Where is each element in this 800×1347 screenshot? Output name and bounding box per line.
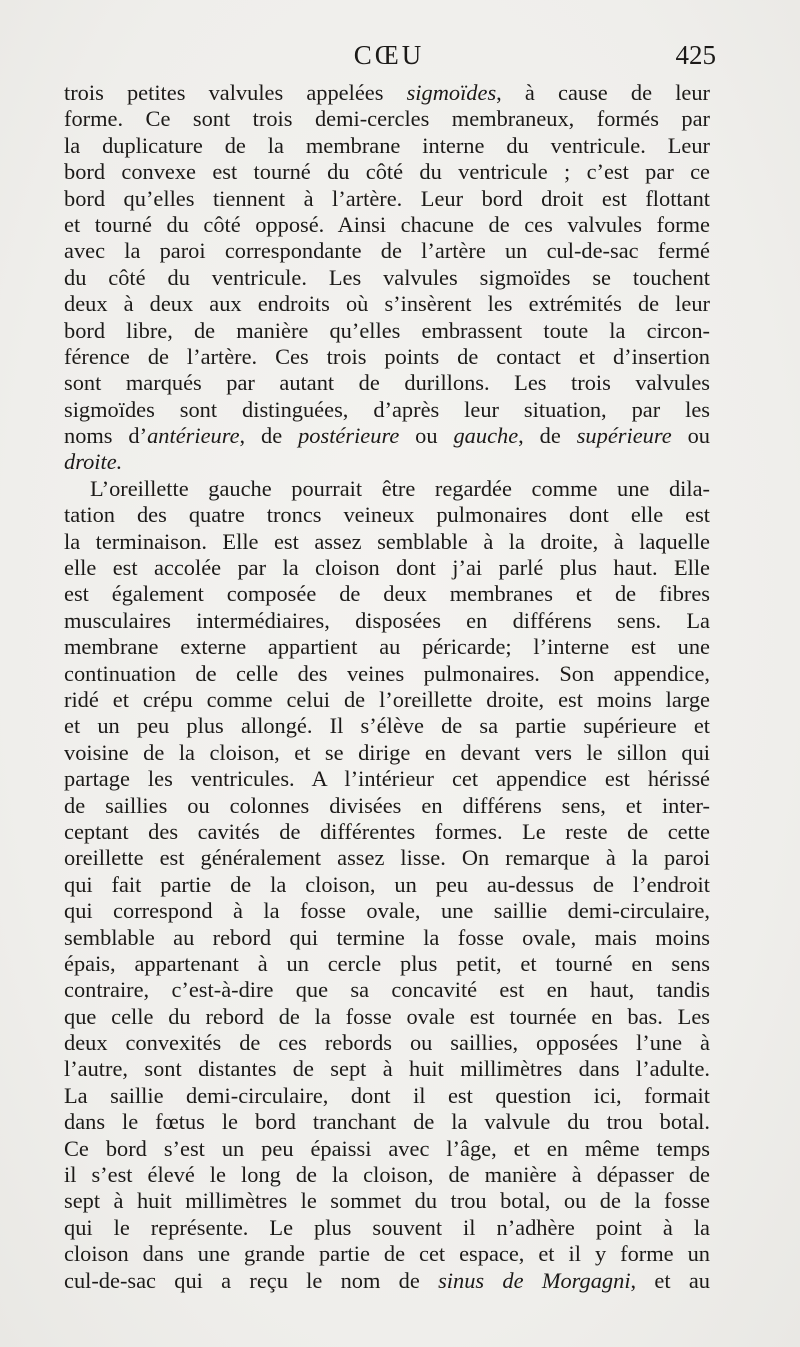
text-run: ou (671, 423, 710, 449)
text-run: elle est accolée par la cloison dont j’ai parlé plus haut. Elle (64, 555, 710, 581)
text-line (64, 186, 710, 212)
text-run: , et au (630, 1267, 710, 1293)
text-run: férence de l’artère. Ces trois points de contact et d’insertion (64, 343, 710, 369)
italic-run: sigmoïdes (406, 80, 497, 105)
text-run: bord convexe est tourné du côté du ventricule ; c’est par ce (64, 159, 710, 185)
text-line (64, 291, 710, 317)
text-run: bord qu’elles tiennent à l’artère. Leur bord droit est flottant (64, 185, 710, 211)
italic-run: sinus de Morgagni (438, 1267, 631, 1293)
text-run: continuation de celle des veines pulmonaires. Son appendice, (64, 660, 710, 686)
italic-run: supérieure (576, 423, 672, 449)
text-run: sept à huit millimètres le sommet du trou botal, ou de la fosse (64, 1188, 710, 1214)
text-run: est également composée de deux membranes et de fibres (64, 581, 710, 607)
text-run: deux convexités de ces rebords ou saillies, opposées l’une à (64, 1030, 710, 1056)
text-run: , de (239, 423, 299, 449)
text-line (64, 819, 710, 845)
text-line (64, 238, 710, 264)
text-line (64, 476, 710, 502)
text-run: voisine de la cloison, et se dirige en devant vers le sillon qui (64, 739, 710, 765)
text-run: la terminaison. Elle est assez semblable à la droite, à laquelle (64, 528, 710, 554)
text-line (64, 951, 710, 977)
text-run: deux à deux aux endroits où s’insèrent les extrémités de leur (64, 291, 710, 317)
text-line (64, 898, 710, 924)
text-run: qui le représente. Le plus souvent il n’adhère point à la (64, 1214, 710, 1240)
italic-run: droite. (64, 449, 123, 475)
text-run: Ce bord s’est un peu épaissi avec l’âge, et en même temps (64, 1135, 710, 1161)
page-number: 425 (675, 40, 716, 70)
text-line (64, 529, 710, 555)
text-line (64, 1241, 710, 1267)
text-run: musculaires intermédiaires, disposées en différens sens. La (64, 607, 710, 633)
text-line (64, 872, 710, 898)
text-line (64, 634, 710, 660)
text-line (64, 713, 710, 739)
text-line (64, 1109, 710, 1135)
italic-run: postérieure (298, 423, 400, 449)
text-run: il s’est élevé le long de la cloison, de manière à dépasser de (64, 1162, 710, 1188)
text-run: tation des quatre troncs veineux pulmonaires dont elle est (64, 502, 710, 528)
text-line (64, 793, 710, 819)
italic-run: antérieure (147, 423, 240, 449)
text-line (64, 661, 710, 687)
text-line (64, 1030, 710, 1056)
running-head (64, 40, 714, 76)
text-run: sont marqués par autant de durillons. Les trois valvules (64, 370, 710, 396)
text-line (64, 925, 710, 951)
text-line (64, 423, 710, 449)
text-run: semblable au rebord qui termine la fosse ovale, mais moins (64, 924, 710, 950)
text-line (64, 265, 710, 291)
text-run: la duplicature de la membrane interne du ventricule. Leur (64, 132, 710, 158)
text-line (64, 555, 710, 581)
text-line (64, 687, 710, 713)
text-line (64, 1188, 710, 1214)
text-line (64, 318, 710, 344)
italic-run: gauche (453, 423, 519, 449)
text-line (64, 1268, 710, 1294)
text-run: , de (518, 423, 577, 449)
text-run: cul-de-sac qui a reçu le nom de (64, 1267, 439, 1293)
text-line (64, 1136, 710, 1162)
text-run: l’autre, sont distantes de sept à huit millimètres dans l’adulte. (64, 1056, 710, 1082)
text-run: L’oreillette gauche pourrait être regardée comme une dila- (90, 475, 710, 501)
text-line (64, 106, 710, 132)
text-line (64, 608, 710, 634)
text-run: bord libre, de manière qu’elles embrassent toute la circon- (64, 317, 710, 343)
text-run: membrane externe appartient au péricarde; l’interne est une (64, 634, 710, 660)
text-run: sigmoïdes sont distinguées, d’après leur situation, par les (64, 396, 710, 422)
text-run: ridé et crépu comme celui de l’oreillette droite, est moins large (64, 686, 710, 712)
text-run: cloison dans une grande partie de cet espace, et il y forme un (64, 1241, 710, 1267)
running-title: CŒU (353, 40, 425, 70)
text-line (64, 449, 710, 475)
text-run: et tourné du côté opposé. Ainsi chacune de ces valvules forme (64, 211, 710, 237)
text-line (64, 581, 710, 607)
text-line (64, 370, 710, 396)
text-line (64, 80, 710, 106)
text-run: forme. Ce sont trois demi-cercles membraneux, formés par (64, 106, 710, 132)
text-run: , à cause de leur (496, 80, 711, 105)
text-line (64, 502, 710, 528)
text-line (64, 133, 710, 159)
text-line (64, 212, 710, 238)
text-run: du côté du ventricule. Les valvules sigmoïdes se touchent (64, 264, 710, 290)
text-run: ou (399, 423, 454, 449)
text-line (64, 766, 710, 792)
text-line (64, 1162, 710, 1188)
text-line (64, 1083, 710, 1109)
text-run: noms d’ (64, 423, 148, 449)
text-line (64, 344, 710, 370)
text-run: et un peu plus allongé. Il s’élève de sa partie supérieure et (64, 713, 710, 739)
text-run: La saillie demi-circulaire, dont il est question ici, formait (64, 1082, 710, 1108)
text-run: dans le fœtus le bord tranchant de la valvule du trou botal. (64, 1109, 710, 1135)
text-run: qui fait partie de la cloison, un peu au-dessus de l’endroit (64, 871, 710, 897)
text-line (64, 397, 710, 423)
text-line (64, 740, 710, 766)
body-text (64, 80, 710, 1294)
text-line (64, 845, 710, 871)
text-line (64, 159, 710, 185)
text-run: de saillies ou colonnes divisées en différens sens, et inter- (64, 792, 710, 818)
text-run: trois petites valvules appelées (64, 80, 407, 105)
text-run: ceptant des cavités de différentes formes. Le reste de cette (64, 818, 710, 844)
text-line (64, 1004, 710, 1030)
text-run: oreillette est généralement assez lisse. On remarque à la paroi (64, 845, 710, 871)
text-run: contraire, c’est-à-dire que sa concavité est en haut, tandis (64, 977, 710, 1003)
text-line (64, 1056, 710, 1082)
text-run: avec la paroi correspondante de l’artère un cul-de-sac fermé (64, 238, 710, 264)
text-run: que celle du rebord de la fosse ovale est tournée en bas. Les (64, 1003, 710, 1029)
text-run: épais, appartenant à un cercle plus petit, et tourné en sens (64, 950, 710, 976)
text-line (64, 977, 710, 1003)
text-line (64, 1215, 710, 1241)
text-run: qui correspond à la fosse ovale, une saillie demi-circulaire, (64, 898, 710, 924)
text-run: partage les ventricules. A l’intérieur cet appendice est hérissé (64, 766, 710, 792)
